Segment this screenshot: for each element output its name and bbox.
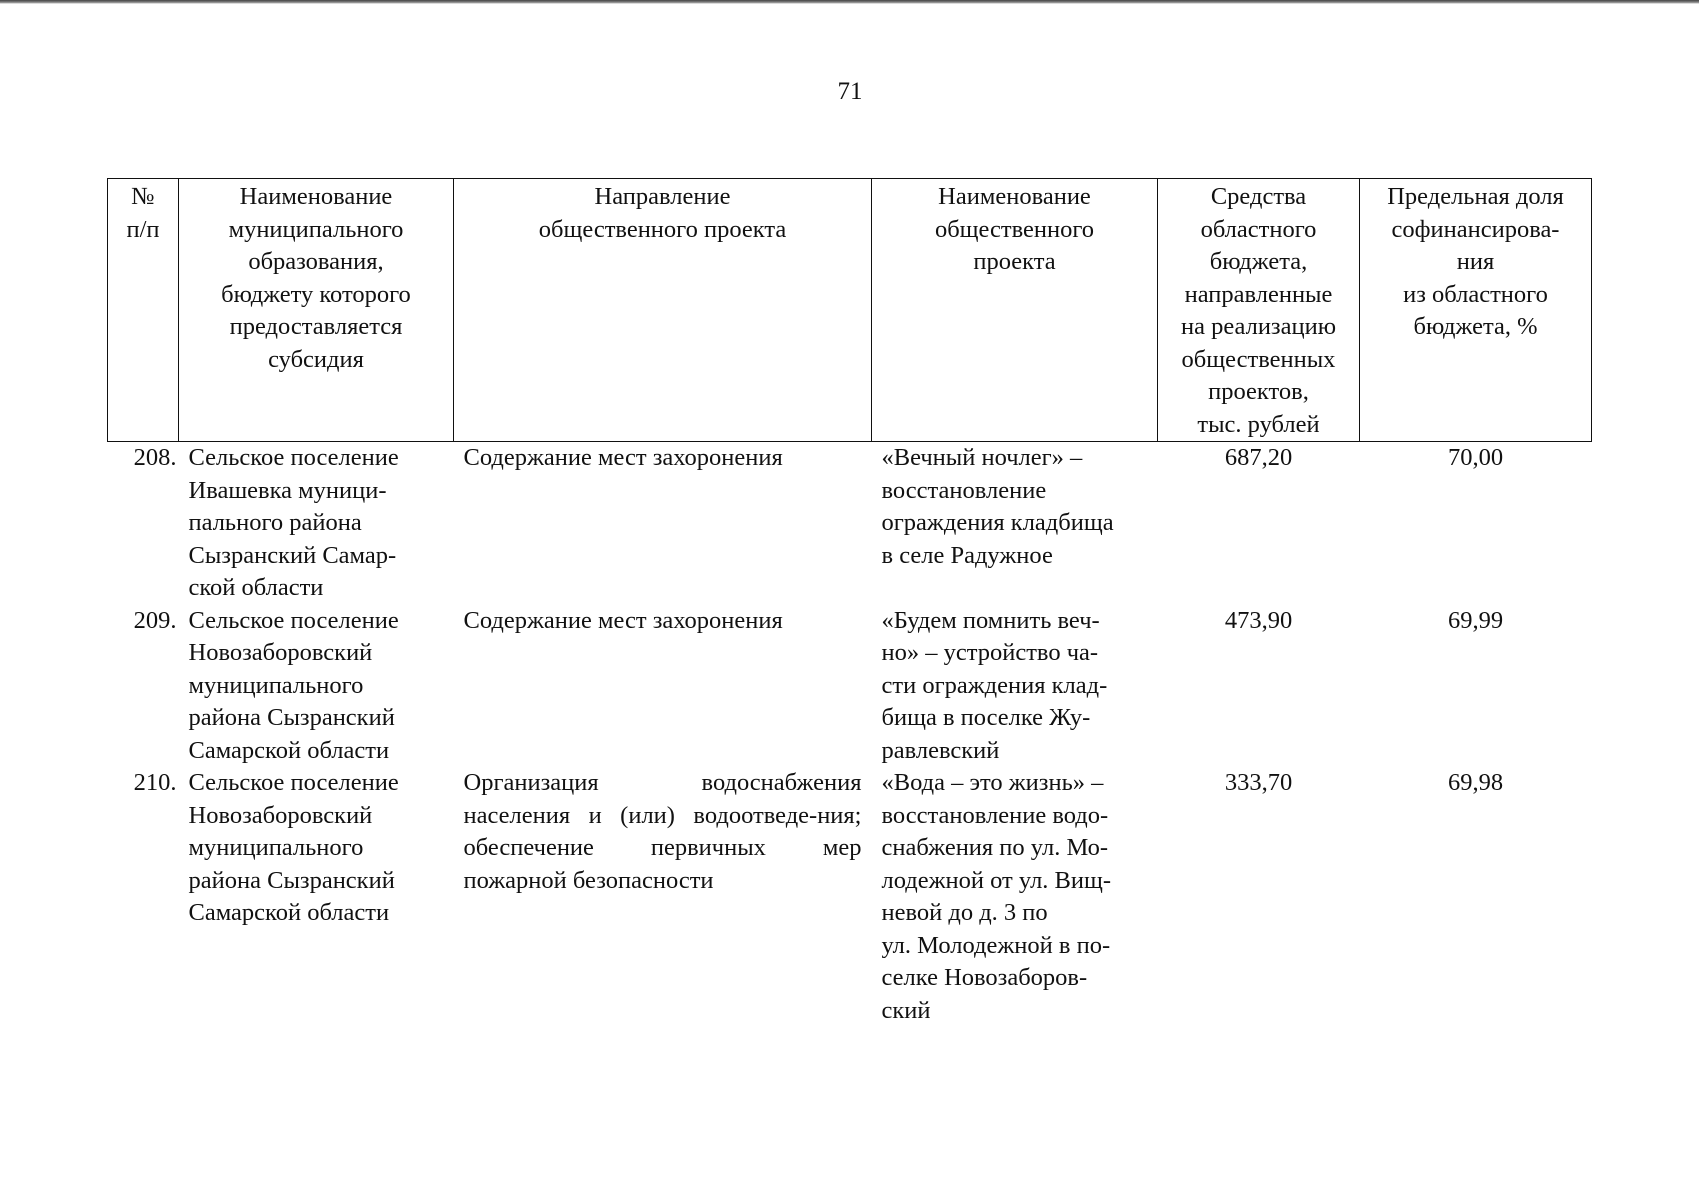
row-project: «Будем помнить веч- но» – устройство ча- сти ограждения клад- бища в поселке Жу- равлевский — [881, 606, 1108, 764]
header-direction: Направление общественного проекта — [454, 179, 872, 442]
header-row — [108, 179, 1592, 442]
table-row — [108, 442, 1592, 605]
header-share: Предельная доля софинансирова- ния из областного бюджета, % — [1360, 179, 1592, 442]
table-row — [108, 767, 1592, 1027]
subsidy-table — [107, 178, 1592, 1027]
row-municipality: Сельское поселение Новозаборовский муниципального района Сызранский Самарской области — [188, 769, 399, 926]
row-number: 208. — [133, 444, 177, 471]
page-number: 71 — [837, 78, 863, 105]
table-row — [108, 605, 1592, 768]
row-funds: 473,90 — [1224, 606, 1293, 634]
row-municipality: Сельское поселение Новозаборовский муниципального района Сызранский Самарской области — [188, 606, 399, 764]
scan-top-edge — [0, 0, 1699, 4]
row-share: 70,00 — [1447, 444, 1504, 471]
row-share: 69,99 — [1447, 606, 1504, 634]
header-number: № п/п — [108, 179, 179, 442]
row-direction: Содержание мест захоронения — [463, 606, 783, 634]
header-project: Наименование общественного проекта — [872, 179, 1158, 442]
row-project: «Вода – это жизнь» – восстановление водо- снабжения по ул. Мо- лодежной от ул. Вищ- невой до д. 3 по ул. Молодежной в по- селке Новозаборов- ский — [881, 769, 1112, 1024]
row-funds: 687,20 — [1224, 444, 1293, 471]
row-direction: Организация водоснабжения населения и (или) водоотведе-ния; обеспечение первичных мер пожарной безопасности — [463, 769, 862, 894]
header-funds: Средства областного бюджета, направленные на реализацию общественных проектов, тыс. рублей — [1158, 179, 1360, 442]
row-funds: 333,70 — [1224, 769, 1293, 796]
row-number: 210. — [133, 769, 177, 796]
header-municipality: Наименование муниципального образования, бюджету которого предоставляется субсидия — [179, 179, 454, 442]
row-number: 209. — [133, 606, 177, 634]
row-municipality: Сельское поселение Ивашевка муници- пального района Сызранский Самар- ской области — [188, 444, 399, 601]
row-share: 69,98 — [1447, 769, 1504, 796]
table-header — [108, 179, 1592, 442]
row-project: «Вечный ночлег» – восстановление ограждения кладбища в селе Радужное — [881, 444, 1114, 569]
row-direction: Содержание мест захоронения — [463, 444, 783, 471]
